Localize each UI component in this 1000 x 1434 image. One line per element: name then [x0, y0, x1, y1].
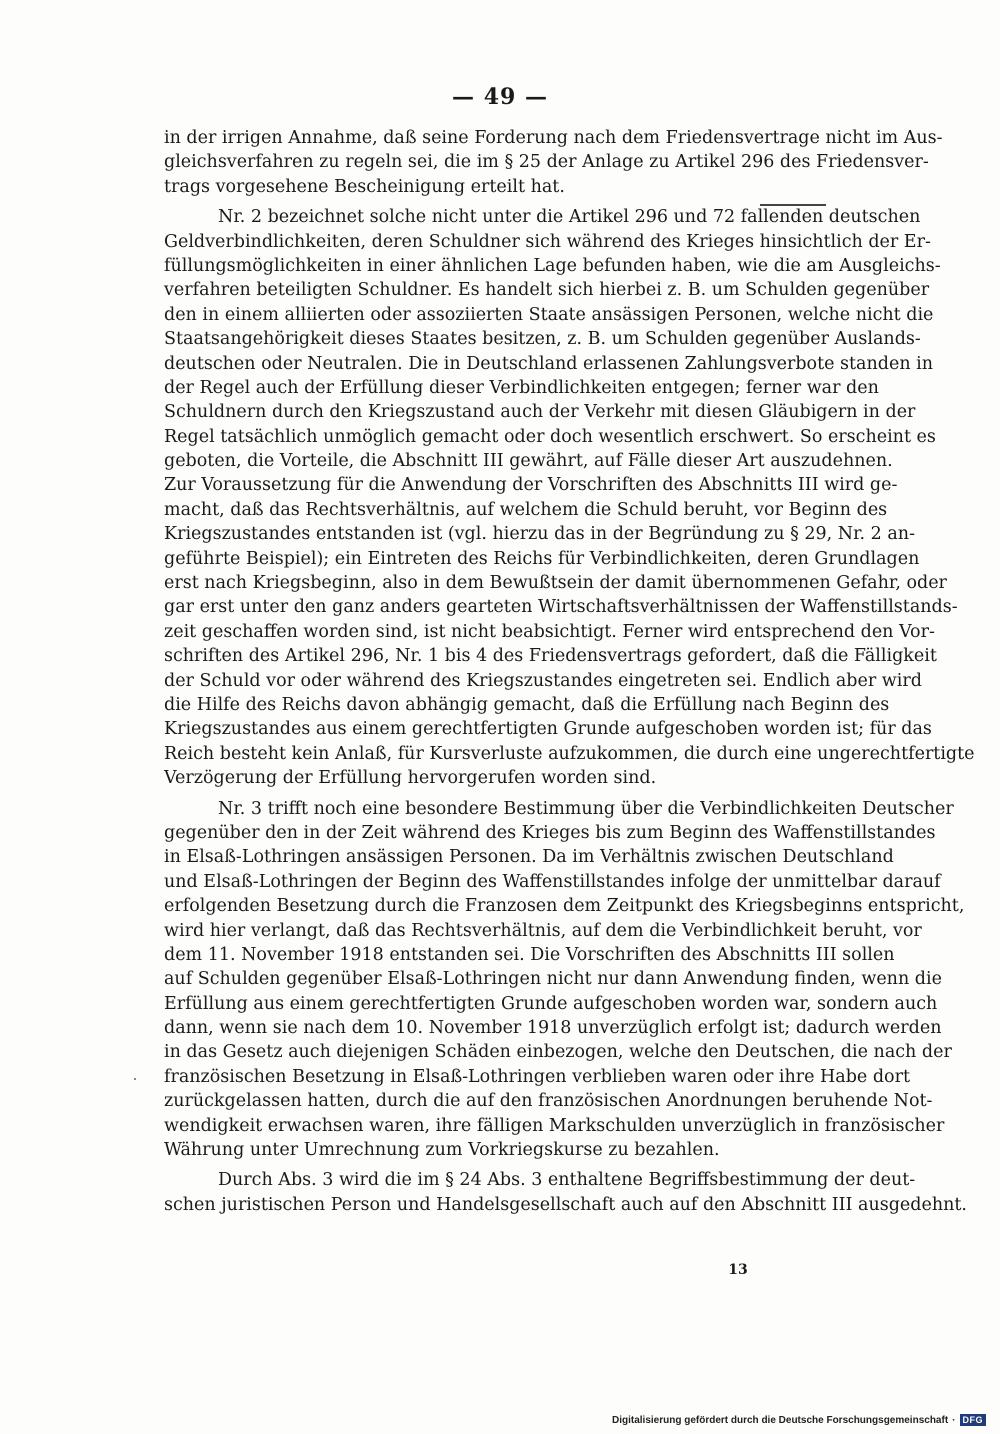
text-line: Reich besteht kein Anlaß, für Kursverluste aufzukommen, die durch eine ungerechtfertigte — [164, 743, 975, 764]
text-line: füllungsmöglichkeiten in einer ähnlichen Lage befunden haben, wie die am Ausgleichs- — [164, 255, 941, 276]
paragraph — [164, 205, 975, 790]
text-line: erst nach Kriegsbeginn, also in dem Bewußtsein der damit übernommenen Gefahr, oder — [164, 573, 947, 594]
text-line: wendigkeit erwachsen waren, ihre fälligen Markschulden unverzüglich in französischer — [164, 1115, 945, 1136]
credit-text: Digitalisierung gefördert durch die Deutsche Forschungsgemeinschaft — [611, 1414, 949, 1426]
text-line: den in einem alliierten oder assoziierten Staate ansässigen Personen, welche nicht die — [164, 304, 934, 325]
text-line: erfolgenden Besetzung durch die Franzosen dem Zeitpunkt des Kriegsbeginns entspricht, — [164, 896, 965, 917]
body-text — [164, 126, 975, 1217]
text-line: gegenüber den in der Zeit während des Krieges bis zum Beginn des Waffenstillstandes — [164, 822, 936, 843]
text-line: Schuldnern durch den Kriegszustand auch der Verkehr mit diesen Gläubigern in der — [164, 402, 916, 423]
text-line: Währung unter Umrechnung zum Vorkriegskurse zu bezahlen. — [164, 1140, 720, 1161]
paragraph — [164, 797, 965, 1163]
text-line: geboten, die Vorteile, die Abschnitt III gewährt, auf Fälle dieser Art auszudehnen. — [164, 451, 893, 472]
text-line: Geldverbindlichkeiten, deren Schuldner sich während des Krieges hinsichtlich der Er- — [164, 231, 931, 252]
dfg-logo: DFG — [960, 1414, 987, 1426]
text-line: die Hilfe des Reichs davon abhängig gemacht, daß die Erfüllung nach Beginn des — [164, 694, 890, 715]
text-line: trags vorgesehene Bescheinigung erteilt hat. — [164, 176, 565, 197]
text-line: der Schuld vor oder während des Kriegszustandes eingetreten sei. Endlich aber wird — [164, 670, 922, 691]
text-line: in der irrigen Annahme, daß seine Forderung nach dem Friedensvertrage nicht im Aus- — [164, 128, 943, 148]
text-line: gleichsverfahren zu regeln sei, die im § 25 der Anlage zu Artikel 296 des Friedensver- — [164, 152, 929, 173]
text-line: Verzögerung der Erfüllung hervorgerufen worden sind. — [164, 768, 657, 789]
scan-artifact-dot — [134, 1078, 136, 1080]
text-line: deutschen oder Neutralen. Die in Deutschland erlassenen Zahlungsverbote standen in — [164, 353, 934, 374]
digitization-credit — [612, 1414, 986, 1426]
text-line: zurückgelassen hatten, durch die auf den französischen Anordnungen beruhende Not- — [164, 1091, 933, 1112]
paragraph — [164, 126, 943, 199]
text-line: französischen Besetzung in Elsaß-Lothringen verblieben waren oder ihre Habe dort — [164, 1066, 910, 1087]
text-line: der Regel auch der Erfüllung dieser Verbindlichkeiten entgegen; ferner war den — [164, 377, 879, 398]
text-line: wird hier verlangt, daß das Rechtsverhältnis, auf dem die Verbindlichkeit beruht, vor — [164, 920, 922, 941]
text-line: und Elsaß-Lothringen der Beginn des Waffenstillstandes infolge der unmittelbar darauf — [164, 871, 941, 892]
text-line: Zur Voraussetzung für die Anwendung der Vorschriften des Abschnitts III wird ge- — [164, 475, 898, 496]
text-line: auf Schulden gegenüber Elsaß-Lothringen nicht nur dann Anwendung finden, wenn die — [164, 969, 942, 990]
text-line: verfahren beteiligten Schuldner. Es handelt sich hierbei z. B. um Schulden gegenüber — [164, 280, 930, 301]
text-line: macht, daß das Rechtsverhältnis, auf welchem die Schuld beruht, vor Beginn des — [164, 499, 888, 520]
text-line: Regel tatsächlich unmöglich gemacht oder doch wesentlich erschwert. So erscheint es — [164, 426, 936, 447]
text-line: Nr. 3 trifft noch eine besondere Bestimmung über die Verbindlichkeiten Deutscher — [218, 798, 954, 819]
sheet-signature: 13 — [728, 1262, 748, 1278]
text-line: Nr. 2 bezeichnet solche nicht unter die Artikel 296 und 72 fallenden deutschen — [218, 207, 921, 228]
text-line: Kriegszustandes aus einem gerechtfertigten Grunde aufgeschoben worden ist; für das — [164, 719, 932, 740]
text-line: schen juristischen Person und Handelsgesellschaft auch auf den Abschnitt III ausgedehnt. — [164, 1194, 967, 1215]
text-line: geführte Beispiel); ein Eintreten des Reichs für Verbindlichkeiten, deren Grundlagen — [164, 548, 920, 569]
text-line: dann, wenn sie nach dem 10. November 1918 unverzüglich erfolgt ist; dadurch werden — [164, 1018, 942, 1039]
text-line: gar erst unter den ganz anders gearteten Wirtschaftsverhältnissen der Waffenstillstands- — [164, 597, 958, 618]
text-line: Erfüllung aus einem gerechtfertigten Grunde aufgeschoben worden war, sondern auch — [164, 993, 938, 1014]
text-line: Durch Abs. 3 wird die im § 24 Abs. 3 enthaltene Begriffsbestimmung der deut- — [218, 1170, 916, 1191]
text-line: dem 11. November 1918 entstanden sei. Die Vorschriften des Abschnitts III sollen — [164, 944, 895, 965]
credit-separator: · — [952, 1414, 956, 1426]
text-line: in Elsaß-Lothringen ansässigen Personen. Da im Verhältnis zwischen Deutschland — [164, 847, 894, 868]
page-number: — 49 — — [452, 84, 548, 110]
text-line: in das Gesetz auch diejenigen Schäden einbezogen, welche den Deutschen, die nach der — [164, 1042, 952, 1063]
text-line: zeit geschaffen worden sind, ist nicht beabsichtigt. Ferner wird entsprechend den Vor- — [164, 621, 935, 642]
paragraph — [164, 1168, 967, 1217]
text-line: schriften des Artikel 296, Nr. 1 bis 4 des Friedensvertrags gefordert, daß die Fälligkeit — [164, 646, 937, 667]
text-line: Kriegszustandes entstanden ist (vgl. hierzu das in der Begründung zu § 29, Nr. 2 an- — [164, 524, 915, 545]
text-line: Staatsangehörigkeit dieses Staates besitzen, z. B. um Schulden gegenüber Auslands- — [164, 329, 921, 350]
